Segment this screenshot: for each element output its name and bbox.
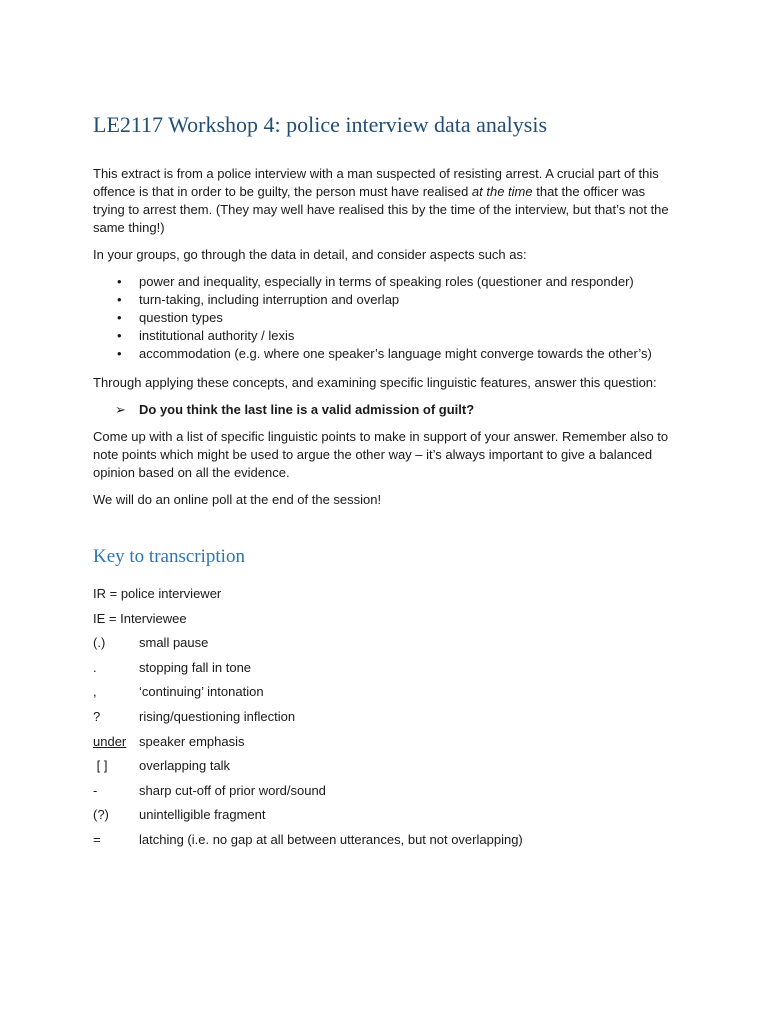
intro-text-end: that the officer was trying to arrest them. (They may well have realised this by the time of the interview, but that’s not the same thing!) bbox=[93, 184, 669, 235]
list-item-text: question types bbox=[139, 310, 223, 325]
key-ir-line: IR = police interviewer bbox=[93, 586, 222, 601]
applying-paragraph: Through applying these concepts, and examining specific linguistic features, answer this question: bbox=[93, 375, 657, 390]
key-row bbox=[93, 757, 683, 782]
key-description: unintelligible fragment bbox=[139, 807, 266, 823]
key-symbol: - bbox=[93, 782, 98, 798]
key-row bbox=[93, 634, 683, 659]
list-item bbox=[93, 327, 683, 345]
key-symbol: ? bbox=[93, 708, 101, 724]
key-description: stopping fall in tone bbox=[139, 659, 252, 675]
question-text: Do you think the last line is a valid admission of guilt? bbox=[139, 402, 475, 417]
key-symbol: (?) bbox=[93, 807, 109, 823]
list-item-text: accommodation (e.g. where one speaker’s language might converge towards the other’s) bbox=[139, 346, 652, 361]
document-title: LE2117 Workshop 4: police interview data analysis bbox=[93, 112, 548, 137]
key-row bbox=[93, 733, 683, 758]
key-symbol: under bbox=[93, 733, 127, 749]
key-row bbox=[93, 659, 683, 684]
intro-italic-text: at the time bbox=[471, 184, 533, 199]
transcription-key bbox=[93, 585, 683, 856]
key-symbol: [ ] bbox=[93, 758, 108, 774]
key-row bbox=[93, 806, 683, 831]
list-item bbox=[93, 273, 683, 291]
key-symbol: = bbox=[93, 831, 101, 847]
come-up-paragraph: Come up with a list of specific linguistic points to make in support of your answer. Remember also to note points which might be used to argue the other way – it’s always important to give a balanced opinion based on all the evidence. bbox=[93, 429, 669, 480]
bullet-icon: • bbox=[117, 292, 122, 307]
key-description: sharp cut-off of prior word/sound bbox=[139, 782, 326, 798]
key-description: latching (i.e. no gap at all between utterances, but not overlapping) bbox=[139, 831, 523, 847]
list-item bbox=[93, 291, 683, 309]
intro-text-start: This extract is from a police interview with a man suspected of resisting arrest. A crucial part of this offence is that in order to be guilty, the person must have realised bbox=[93, 166, 659, 199]
groups-paragraph: In your groups, go through the data in detail, and consider aspects such as: bbox=[93, 247, 527, 262]
key-ie-line: IE = Interviewee bbox=[93, 610, 187, 626]
list-item-text: turn-taking, including interruption and overlap bbox=[139, 292, 400, 307]
key-row bbox=[93, 683, 683, 708]
key-heading: Key to transcription bbox=[93, 546, 245, 567]
key-symbol: , bbox=[93, 684, 97, 700]
list-item-text: power and inequality, especially in terms of speaking roles (questioner and responder) bbox=[139, 274, 634, 289]
key-row bbox=[93, 782, 683, 807]
key-row bbox=[93, 831, 683, 856]
key-symbol: . bbox=[93, 659, 97, 675]
key-description: small pause bbox=[139, 635, 209, 651]
key-description: speaker emphasis bbox=[139, 733, 245, 749]
bullet-icon: • bbox=[117, 328, 122, 343]
list-item-text: institutional authority / lexis bbox=[139, 328, 295, 343]
bullet-icon: • bbox=[117, 346, 122, 361]
list-item bbox=[93, 345, 683, 363]
key-symbol: (.) bbox=[93, 635, 106, 651]
aspects-list bbox=[93, 273, 683, 363]
key-row bbox=[93, 708, 683, 733]
key-description: ‘continuing’ intonation bbox=[139, 684, 264, 700]
poll-paragraph: We will do an online poll at the end of the session! bbox=[93, 492, 382, 507]
bullet-icon: • bbox=[117, 274, 122, 289]
key-description: rising/questioning inflection bbox=[139, 708, 296, 724]
intro-paragraph bbox=[93, 165, 678, 237]
bullet-icon: • bbox=[117, 310, 122, 325]
list-item bbox=[93, 309, 683, 327]
arrow-bullet-icon: ➢ bbox=[115, 402, 126, 417]
key-description: overlapping talk bbox=[139, 758, 231, 774]
